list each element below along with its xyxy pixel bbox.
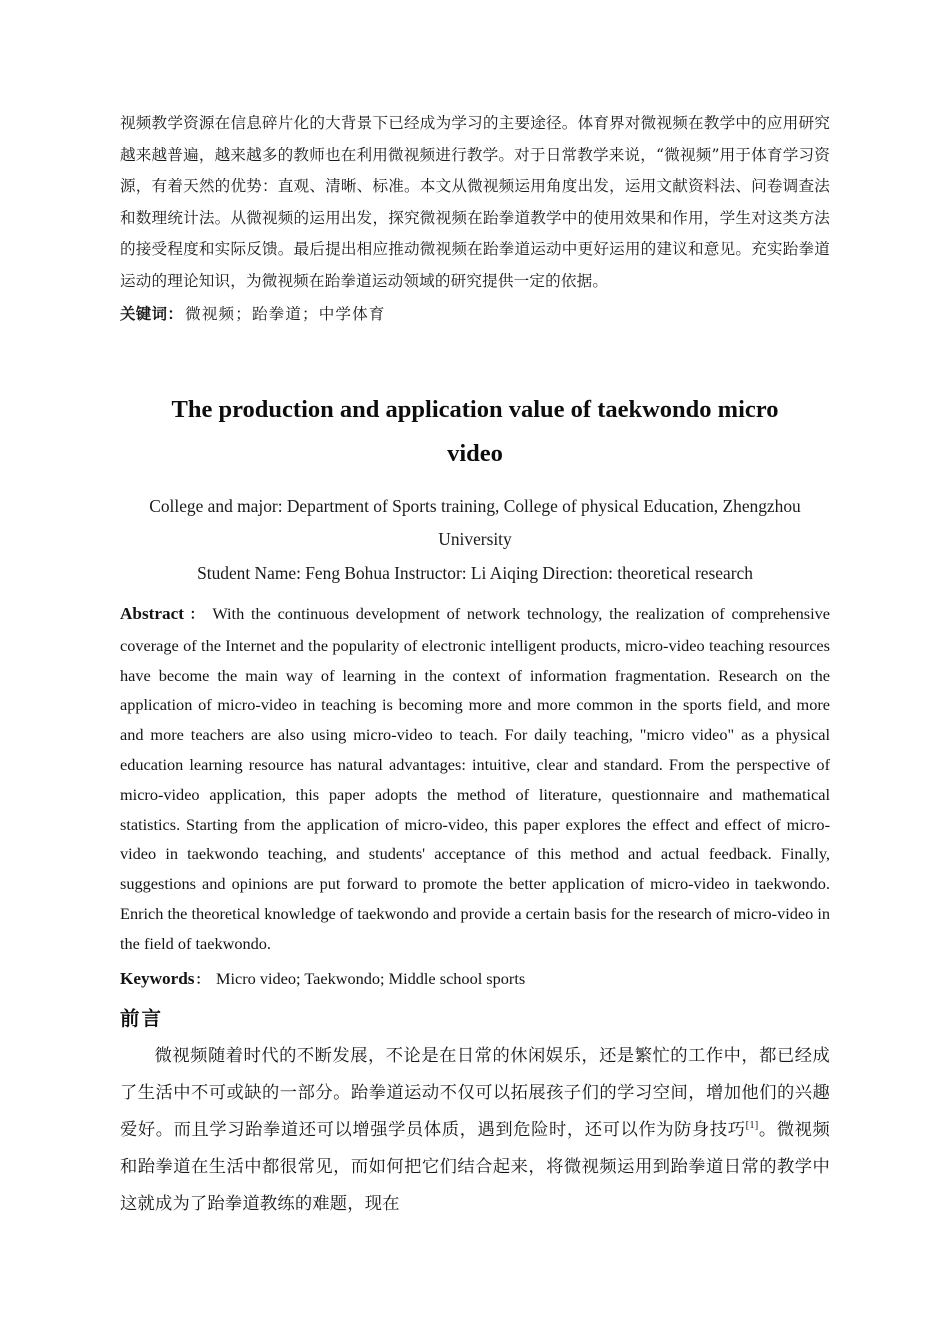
abstract-label: Abstract (120, 604, 184, 623)
abstract-colon: ： (186, 608, 207, 623)
chinese-abstract-paragraph: 视频教学资源在信息碎片化的大背景下已经成为学习的主要途径。体育界对微视频在教学中的应用研究越来越普遍，越来越多的教师也在利用微视频进行教学。对于日常教学来说，“微视频”用于体育学习资源，有着天然的优势：直观、清晰、标准。本文从微视频运用角度出发，运用文献资料法、问卷调查法和数理统计法。从微视频的运用出发，探究微视频在跆拳道教学中的使用效果和作用，学生对这类方法的接受程度和实际反馈。最后提出相应推动微视频在跆拳道运动中更好运用的建议和意见。充实跆拳道运动的理论知识，为微视频在跆拳道运动领域的研究提供一定的依据。 (120, 114, 830, 290)
english-abstract-paragraph (120, 599, 830, 959)
chinese-keywords-value: 微视频；跆拳道；中学体育 (185, 305, 386, 323)
page-content-area (120, 108, 830, 1222)
english-keywords-label: Keywords (120, 968, 195, 988)
chinese-keywords-label: 关键词： (120, 305, 184, 323)
student-instructor-line: Student Name: Feng Bohua Instructor: Li Aiqing Direction: theoretical research (197, 563, 753, 583)
affiliation-line: College and major: Department of Sports training, College of physical Education, Zhengzhou University (149, 496, 801, 549)
english-keywords-line (120, 964, 830, 995)
footnote-reference-1[interactable]: [1] (745, 1119, 759, 1131)
section-heading-foreword: 前言 (120, 1006, 164, 1030)
foreword-text-part1: 微视频随着时代的不断发展，不论是在日常的休闲娱乐，还是繁忙的工作中，都已经成了生活中不可或缺的一部分。跆拳道运动不仅可以拓展孩子们的学习空间，增加他们的兴趣爱好。而且学习跆拳道还可以增强学员体质，遇到危险时，还可以作为防身技巧 (120, 1045, 830, 1139)
foreword-paragraph (120, 1037, 830, 1222)
abstract-body-text: With the continuous development of network technology, the realization of comprehensive coverage of the Internet and the popularity of electronic intelligent products, micro-video teaching resources have become the main way of learning in the context of information fragmentation. Research on the application of micro-video in teaching is becoming more and more common in the sports field, and more and more teachers are also using micro-video to teach. For daily teaching, "micro video" as a physical education learning resource has natural advantages: intuitive, clear and standard. From the perspective of micro-video application, this paper adopts the method of literature, questionnaire and mathematical statistics. Starting from the application of micro-video, this paper explores the effect and effect of micro-video in taekwondo teaching, and students' acceptance of this method and actual feedback. Finally, suggestions and opinions are put forward to promote the better application of micro-video in taekwondo. Enrich the theoretical knowledge of taekwondo and provide a certain basis for the research of micro-video in the field of taekwondo. (120, 604, 831, 953)
chinese-keywords-line (120, 299, 830, 330)
english-title: The production and application value of taekwondo micro video (171, 396, 779, 467)
foreword-text-part2: 。微视频和跆拳道在生活中都很常见，而如何把它们结合起来，将微视频运用到跆拳道日常的教学中这就成为了跆拳道教练的难题，现在 (120, 1119, 830, 1213)
english-keywords-colon: ： (195, 971, 209, 987)
english-keywords-value: Micro video; Taekwondo; Middle school sports (215, 968, 526, 988)
